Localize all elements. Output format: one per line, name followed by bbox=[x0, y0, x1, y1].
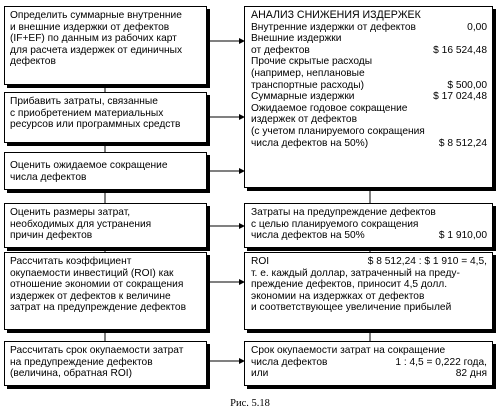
payback-box bbox=[244, 341, 493, 386]
step-box-2 bbox=[4, 92, 207, 143]
line-amount: $ 8 512,24 bbox=[438, 137, 487, 149]
step-box-6 bbox=[4, 341, 207, 386]
line-amount: 82 дня bbox=[455, 368, 487, 380]
payback-line bbox=[251, 368, 487, 380]
line-label: с целью планируемого сокращения bbox=[251, 218, 419, 230]
step-box-1 bbox=[4, 6, 207, 85]
analysis-line bbox=[251, 114, 487, 126]
analysis-line bbox=[251, 56, 487, 68]
analysis-line bbox=[251, 68, 487, 80]
step-text-3: Оценить ожидаемое сокращение числа дефектов bbox=[10, 160, 168, 183]
analysis-line bbox=[251, 91, 487, 103]
payback-line bbox=[251, 345, 487, 357]
line-label: т. е. каждый доллар, затраченный на преду- bbox=[251, 267, 460, 279]
prevention-lines bbox=[251, 207, 487, 242]
roi-box bbox=[244, 252, 493, 330]
roi-line bbox=[251, 256, 487, 268]
line-label: преждение дефектов, приносит 4,5 долл. bbox=[251, 279, 448, 291]
line-label: Затраты на предупреждение дефектов bbox=[251, 207, 436, 218]
payback-line bbox=[251, 357, 487, 369]
step-box-3 bbox=[4, 152, 207, 190]
line-label: числа дефектов bbox=[251, 356, 328, 368]
roi-line bbox=[251, 302, 487, 314]
line-label: экономии на издержках от дефектов bbox=[251, 290, 425, 302]
line-label: издержек от дефектов bbox=[251, 114, 357, 126]
roi-lines bbox=[251, 256, 487, 314]
prevention-line bbox=[251, 230, 487, 242]
roi-line bbox=[251, 268, 487, 280]
step-box-5 bbox=[4, 252, 207, 330]
step-text-1: Определить суммарные внутренние и внешние издержки от дефектов (IF+EF) по данным из рабочих карт для расчета издержек от единичных дефектов bbox=[10, 10, 183, 68]
analysis-line bbox=[251, 138, 487, 150]
analysis-line bbox=[251, 103, 487, 115]
line-label: Внутренние издержки от дефектов bbox=[251, 21, 416, 33]
line-label: (например, неплановые bbox=[251, 67, 365, 79]
line-amount: $ 17 024,48 bbox=[433, 91, 487, 103]
analysis-box bbox=[244, 6, 493, 188]
figure-caption: Рис. 5.18 bbox=[230, 398, 270, 409]
line-amount: $ 8 512,24 : $ 1 910 = 4,5, bbox=[367, 256, 487, 267]
line-label: (с учетом планируемого сокращения bbox=[251, 125, 425, 137]
analysis-title: АНАЛИЗ СНИЖЕНИЯ ИЗДЕРЖЕК bbox=[251, 9, 421, 21]
line-label: Суммарные издержки bbox=[251, 91, 355, 103]
step-text-6: Рассчитать срок окупаемости затрат на предупреждение дефектов (величина, обратная ROI) bbox=[10, 345, 184, 380]
step-text-2: Прибавить затраты, связанные с приобретением материальных ресурсов или программных средств bbox=[10, 96, 181, 131]
line-label: Срок окупаемости затрат на сокращение bbox=[251, 345, 446, 356]
line-label: транспортные расходы) bbox=[251, 79, 364, 91]
prevention-box bbox=[244, 203, 493, 248]
line-amount: $ 1 910,00 bbox=[438, 230, 487, 242]
line-amount: $ 500,00 bbox=[447, 79, 487, 91]
line-label: Ожидаемое годовое сокращение bbox=[251, 102, 408, 114]
prevention-line bbox=[251, 219, 487, 231]
analysis-line bbox=[251, 45, 487, 57]
line-label: от дефектов bbox=[251, 44, 310, 56]
line-label: числа дефектов на 50% bbox=[251, 230, 365, 242]
line-amount: $ 16 524,48 bbox=[433, 44, 487, 56]
roi-line bbox=[251, 291, 487, 303]
analysis-line bbox=[251, 22, 487, 34]
line-label: и соответствующее увеличение прибылей bbox=[251, 302, 452, 314]
line-amount: 0,00 bbox=[467, 21, 487, 33]
analysis-line bbox=[251, 33, 487, 45]
prevention-line bbox=[251, 207, 487, 219]
roi-line bbox=[251, 279, 487, 291]
analysis-lines bbox=[251, 22, 487, 150]
line-amount: 1 : 4,5 = 0,222 года, bbox=[395, 356, 487, 368]
line-label: числа дефектов на 50%) bbox=[251, 137, 369, 149]
analysis-line bbox=[251, 126, 487, 138]
line-label: ROI bbox=[251, 256, 270, 267]
line-label: или bbox=[251, 368, 269, 380]
step-box-4 bbox=[4, 203, 207, 248]
analysis-line bbox=[251, 80, 487, 92]
step-text-4: Оценить размеры затрат, необходимых для устранения причин дефектов bbox=[10, 207, 152, 242]
line-label: Прочие скрытые расходы bbox=[251, 56, 373, 68]
payback-lines bbox=[251, 345, 487, 380]
step-text-5: Рассчитать коэффициент окупаемости инвестиций (ROI) как отношение экономии от сокращения издержек от дефектов к величине затрат на предупреждение дефектов bbox=[10, 256, 186, 314]
line-label: Внешние издержки bbox=[251, 33, 342, 45]
